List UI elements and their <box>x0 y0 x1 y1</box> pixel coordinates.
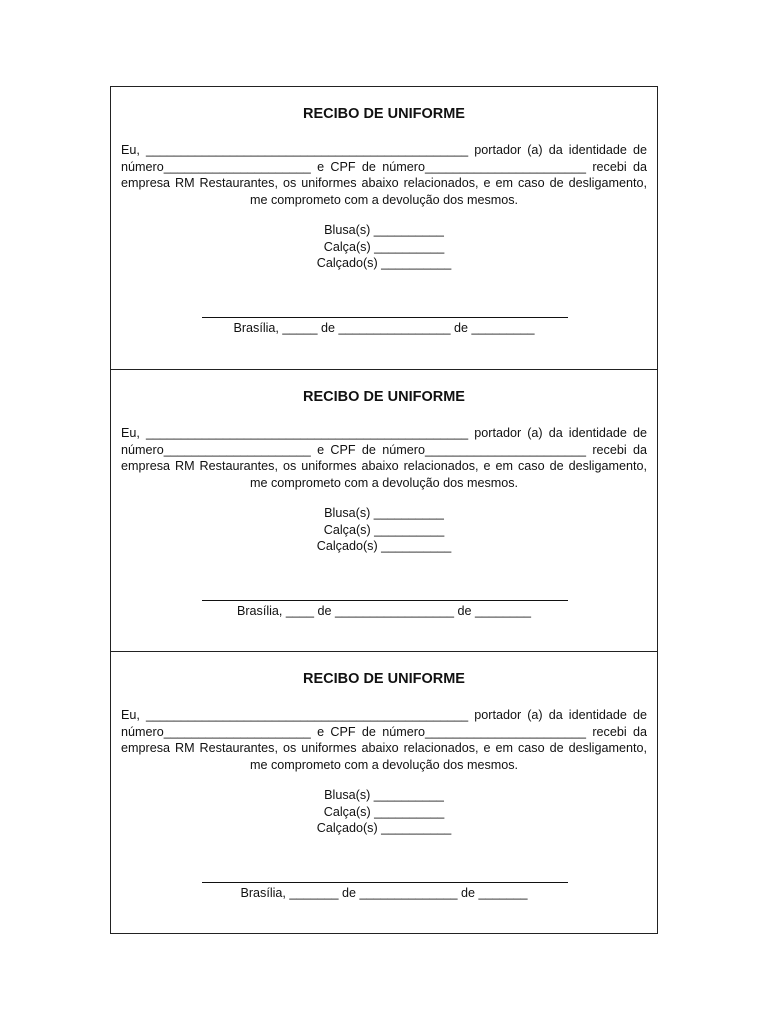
body-line-cpf: número_____________________ e CPF de número_______________________ recebi da <box>121 442 647 457</box>
receipt-title: RECIBO DE UNIFORME <box>303 671 465 687</box>
date-line: Brasília, _______ de ______________ de _______ <box>240 886 528 900</box>
receipt-1 <box>111 87 657 369</box>
item-calcado: Calçado(s) __________ <box>316 256 452 270</box>
receipt-stack <box>110 86 658 934</box>
item-blusa: Blusa(s) __________ <box>324 788 444 802</box>
body-line-commitment: me comprometo com a devolução dos mesmos. <box>249 192 519 207</box>
receipt-body <box>121 425 647 491</box>
body-line-commitment: me comprometo com a devolução dos mesmos. <box>249 475 519 490</box>
body-line-commitment: me comprometo com a devolução dos mesmos. <box>249 757 519 772</box>
body-line-cpf: número_____________________ e CPF de número_______________________ recebi da <box>121 159 647 174</box>
body-line-identity: Eu, ______________________________________________ portador (a) da identidade de <box>121 426 647 440</box>
receipt-title: RECIBO DE UNIFORME <box>303 106 465 122</box>
body-line-identity: Eu, ______________________________________________ portador (a) da identidade de <box>121 708 647 722</box>
item-calcado: Calçado(s) __________ <box>316 539 452 553</box>
body-line-company: empresa RM Restaurantes, os uniformes abaixo relacionados, e em caso de desligamento, <box>121 741 647 755</box>
body-line-company: empresa RM Restaurantes, os uniformes abaixo relacionados, e em caso de desligamento, <box>121 459 647 473</box>
item-blusa: Blusa(s) __________ <box>324 506 444 520</box>
body-line-company: empresa RM Restaurantes, os uniformes abaixo relacionados, e em caso de desligamento, <box>121 176 647 190</box>
receipt-body <box>121 707 647 773</box>
signature-line <box>202 882 568 883</box>
signature-line <box>202 317 568 318</box>
item-blusa: Blusa(s) __________ <box>324 223 444 237</box>
date-line: Brasília, _____ de ________________ de _________ <box>233 321 535 335</box>
date-line: Brasília, ____ de _________________ de ________ <box>236 604 532 618</box>
signature-line <box>202 600 568 601</box>
item-calcado: Calçado(s) __________ <box>316 821 452 835</box>
uniform-items <box>111 222 657 272</box>
receipt-3 <box>111 651 657 933</box>
receipt-2 <box>111 369 657 651</box>
body-line-cpf: número_____________________ e CPF de número_______________________ recebi da <box>121 724 647 739</box>
body-line-identity: Eu, ______________________________________________ portador (a) da identidade de <box>121 143 647 157</box>
receipt-title: RECIBO DE UNIFORME <box>303 389 465 405</box>
uniform-items <box>111 505 657 555</box>
item-calca: Calça(s) __________ <box>323 239 445 254</box>
item-calca: Calça(s) __________ <box>323 804 445 819</box>
receipt-body <box>121 142 647 208</box>
item-calca: Calça(s) __________ <box>323 522 445 537</box>
uniform-items <box>111 787 657 837</box>
